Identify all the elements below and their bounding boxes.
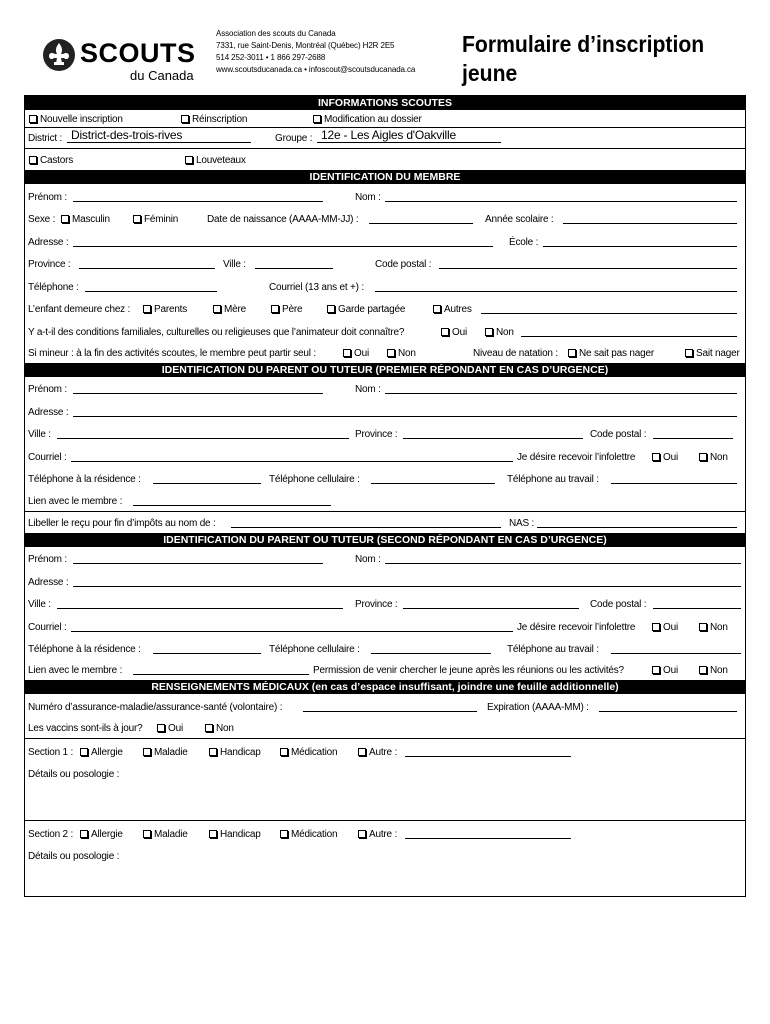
p1-tel-res-field[interactable] bbox=[153, 483, 261, 484]
label-handicap: Handicap bbox=[220, 746, 261, 758]
membre-courriel-label: Courriel (13 ans et +) : bbox=[269, 281, 364, 293]
membre-ville-label: Ville : bbox=[223, 259, 246, 270]
checkbox-masculin[interactable] bbox=[61, 214, 110, 225]
membre-prenom-label: Prénom : bbox=[28, 191, 67, 203]
checkbox-ne-sait-pas-nager[interactable] bbox=[568, 348, 654, 359]
label-sait: Sait nager bbox=[696, 347, 740, 359]
label-modification: Modification au dossier bbox=[324, 114, 422, 125]
label-non: Non bbox=[398, 347, 416, 359]
sexe-label: Sexe : bbox=[28, 214, 56, 225]
district-value: District-des-trois-rives bbox=[71, 128, 183, 142]
label-oui: Oui bbox=[354, 347, 369, 359]
p1-adresse-field[interactable] bbox=[73, 416, 737, 417]
checkbox-p2-infolettre-oui[interactable] bbox=[652, 622, 678, 633]
scouts-logo bbox=[40, 36, 200, 92]
label-pere: Père bbox=[282, 304, 303, 315]
district-label: District : bbox=[28, 133, 63, 144]
p1-lien-label: Lien avec le membre : bbox=[28, 495, 123, 507]
label-non: Non bbox=[216, 723, 234, 734]
membre-nom-label: Nom : bbox=[355, 191, 381, 203]
section-title-parent-premier: IDENTIFICATION DU PARENT OU TUTEUR (PREMIER RÉPONDANT EN CAS D’URGENCE) bbox=[25, 363, 745, 377]
label-non: Non bbox=[710, 621, 728, 633]
membre-telephone-label: Téléphone : bbox=[28, 281, 79, 293]
s1-details-label: Détails ou posologie : bbox=[28, 769, 120, 780]
p1-province-label: Province : bbox=[355, 429, 398, 440]
label-reinscription: Réinscription bbox=[192, 114, 248, 125]
label-non: Non bbox=[496, 326, 514, 338]
label-autres: Autres bbox=[444, 304, 472, 315]
ecole-field[interactable] bbox=[543, 246, 737, 247]
nas-field[interactable] bbox=[537, 527, 737, 528]
mineur-label: Si mineur : à la fin des activités scoutes, le membre peut partir seul : bbox=[28, 347, 316, 359]
label-autre: Autre : bbox=[369, 746, 398, 758]
checkbox-vaccins-oui[interactable] bbox=[157, 723, 183, 734]
form-title-line1: Formulaire d’inscription bbox=[462, 31, 705, 57]
recu-label: Libeller le reçu pour fin d’impôts au nom de : bbox=[28, 517, 216, 529]
p1-infolettre-label: Je désire recevoir l’infolettre bbox=[517, 451, 636, 463]
form-body bbox=[24, 95, 746, 897]
p1-tel-res-label: Téléphone à la résidence : bbox=[28, 474, 141, 485]
p1-tel-trav-label: Téléphone au travail : bbox=[507, 474, 599, 485]
label-oui: Oui bbox=[168, 723, 183, 734]
p2-nom-field[interactable] bbox=[385, 563, 741, 564]
p2-tel-cell-label: Téléphone cellulaire : bbox=[269, 644, 360, 655]
section-title-renseignements-medicaux: RENSEIGNEMENTS MÉDICAUX (en cas d’espace insuffisant, joindre une feuille additionnelle) bbox=[25, 680, 745, 694]
checkbox-reinscription[interactable] bbox=[181, 114, 247, 125]
p2-courriel-field[interactable] bbox=[71, 631, 513, 632]
p1-tel-trav-field[interactable] bbox=[611, 483, 737, 484]
label-castors: Castors bbox=[40, 155, 74, 166]
association-info bbox=[216, 28, 415, 76]
groupe-value: 12e - Les Aigles d'Oakville bbox=[321, 128, 456, 142]
label-maladie: Maladie bbox=[154, 746, 188, 758]
p1-nom-field[interactable] bbox=[385, 393, 737, 394]
s1-details-area[interactable] bbox=[25, 784, 745, 821]
association-name: Association des scouts du Canada bbox=[216, 29, 336, 38]
checkbox-louveteaux[interactable] bbox=[185, 155, 246, 166]
label-medication: Médication bbox=[291, 746, 338, 758]
section-title-parent-second: IDENTIFICATION DU PARENT OU TUTEUR (SECOND RÉPONDANT EN CAS D’URGENCE) bbox=[25, 533, 745, 547]
p2-tel-trav-label: Téléphone au travail : bbox=[507, 644, 599, 655]
checkbox-s2-allergie[interactable] bbox=[80, 829, 123, 840]
checkbox-s1-handicap[interactable] bbox=[209, 747, 261, 758]
membre-ville-field[interactable] bbox=[255, 268, 333, 269]
section2-label: Section 2 : bbox=[28, 828, 74, 840]
vaccins-label: Les vaccins sont-ils à jour? bbox=[28, 723, 143, 734]
p1-courriel-label: Courriel : bbox=[28, 451, 67, 463]
p2-adresse-label: Adresse : bbox=[28, 576, 69, 588]
p1-ville-field[interactable] bbox=[57, 438, 349, 439]
label-oui: Oui bbox=[663, 621, 678, 633]
checkbox-p1-infolettre-oui[interactable] bbox=[652, 452, 678, 463]
fleur-de-lis-icon bbox=[42, 38, 76, 72]
label-autre: Autre : bbox=[369, 828, 398, 840]
label-oui: Oui bbox=[663, 665, 678, 676]
checkbox-autres[interactable] bbox=[433, 304, 472, 315]
checkbox-parents[interactable] bbox=[143, 304, 187, 315]
label-mere: Mère bbox=[224, 304, 246, 315]
label-parents: Parents bbox=[154, 304, 188, 315]
conditions-label: Y a-t-il des conditions familiales, culturelles ou religieuses que l’animateur doit connaître? bbox=[28, 326, 405, 338]
recu-field[interactable] bbox=[231, 527, 501, 528]
p2-tel-trav-field[interactable] bbox=[611, 653, 741, 654]
membre-province-label: Province : bbox=[28, 259, 71, 270]
membre-telephone-field[interactable] bbox=[85, 291, 217, 292]
membre-nom-field[interactable] bbox=[385, 201, 737, 202]
p2-tel-cell-field[interactable] bbox=[371, 653, 491, 654]
checkbox-vaccins-non[interactable] bbox=[205, 723, 234, 734]
p1-code-postal-field[interactable] bbox=[653, 438, 733, 439]
membre-adresse-field[interactable] bbox=[73, 246, 493, 247]
section1-label: Section 1 : bbox=[28, 746, 74, 758]
checkbox-p1-infolettre-non[interactable] bbox=[699, 452, 728, 463]
p2-province-field[interactable] bbox=[403, 608, 579, 609]
assurance-field[interactable] bbox=[303, 711, 477, 712]
membre-courriel-field[interactable] bbox=[375, 291, 737, 292]
p2-prenom-label: Prénom : bbox=[28, 554, 67, 565]
label-maladie: Maladie bbox=[154, 828, 188, 840]
checkbox-s2-autre[interactable] bbox=[358, 829, 397, 840]
label-ne-sait: Ne sait pas nager bbox=[579, 347, 654, 359]
checkbox-sait-nager[interactable] bbox=[685, 348, 740, 359]
district-field[interactable] bbox=[67, 142, 251, 143]
s2-details-area[interactable] bbox=[25, 866, 745, 896]
expiration-field[interactable] bbox=[599, 711, 737, 712]
checkbox-s1-maladie[interactable] bbox=[143, 747, 188, 758]
label-non: Non bbox=[710, 665, 728, 676]
checkbox-mere[interactable] bbox=[213, 304, 246, 315]
membre-code-postal-field[interactable] bbox=[439, 268, 737, 269]
annee-field[interactable] bbox=[563, 223, 737, 224]
membre-adresse-label: Adresse : bbox=[28, 236, 69, 248]
label-non: Non bbox=[710, 451, 728, 463]
nas-label: NAS : bbox=[509, 517, 535, 529]
p2-tel-res-label: Téléphone à la résidence : bbox=[28, 644, 141, 655]
association-phone: 514 252-3011 • 1 866 297-2688 bbox=[216, 53, 326, 62]
checkbox-conditions-oui[interactable] bbox=[441, 327, 467, 338]
expiration-label: Expiration (AAAA-MM) : bbox=[487, 701, 589, 713]
p1-adresse-label: Adresse : bbox=[28, 406, 69, 418]
checkbox-garde-partagee[interactable] bbox=[327, 304, 405, 315]
p1-courriel-field[interactable] bbox=[71, 461, 513, 462]
checkbox-nouvelle-inscription[interactable] bbox=[29, 114, 123, 125]
section-title-identification-membre: IDENTIFICATION DU MEMBRE bbox=[25, 170, 745, 184]
p2-code-postal-label: Code postal : bbox=[590, 599, 647, 610]
p2-lien-label: Lien avec le membre : bbox=[28, 665, 123, 676]
checkbox-permission-oui[interactable] bbox=[652, 665, 678, 676]
association-address: 7331, rue Saint-Denis, Montréal (Québec) H2R 2E5 bbox=[216, 41, 395, 50]
p1-prenom-label: Prénom : bbox=[28, 384, 67, 395]
checkbox-mineur-non[interactable] bbox=[387, 348, 416, 359]
annee-label: Année scolaire : bbox=[485, 214, 554, 225]
checkbox-feminin[interactable] bbox=[133, 214, 178, 225]
checkbox-mineur-oui[interactable] bbox=[343, 348, 369, 359]
label-allergie: Allergie bbox=[91, 828, 123, 840]
p1-code-postal-label: Code postal : bbox=[590, 429, 647, 440]
checkbox-conditions-non[interactable] bbox=[485, 327, 514, 338]
label-nouvelle: Nouvelle inscription bbox=[40, 114, 123, 125]
label-feminin: Féminin bbox=[144, 214, 179, 225]
s2-autre-field[interactable] bbox=[405, 838, 571, 839]
p2-lien-field[interactable] bbox=[133, 674, 309, 675]
label-garde: Garde partagée bbox=[338, 304, 406, 315]
p2-prenom-field[interactable] bbox=[73, 563, 323, 564]
checkbox-s1-allergie[interactable] bbox=[80, 747, 123, 758]
label-louveteaux: Louveteaux bbox=[196, 155, 246, 166]
demeure-label: L’enfant demeure chez : bbox=[28, 304, 131, 315]
p1-ville-label: Ville : bbox=[28, 429, 51, 440]
dob-label: Date de naissance (AAAA-MM-JJ) : bbox=[207, 214, 359, 225]
p2-ville-field[interactable] bbox=[57, 608, 343, 609]
p2-ville-label: Ville : bbox=[28, 599, 51, 610]
p2-code-postal-field[interactable] bbox=[653, 608, 741, 609]
membre-province-field[interactable] bbox=[79, 268, 215, 269]
p1-tel-cell-field[interactable] bbox=[371, 483, 495, 484]
p1-lien-field[interactable] bbox=[133, 505, 331, 506]
label-oui: Oui bbox=[663, 451, 678, 463]
p2-nom-label: Nom : bbox=[355, 554, 381, 565]
checkbox-s1-autre[interactable] bbox=[358, 747, 397, 758]
checkbox-s2-maladie[interactable] bbox=[143, 829, 188, 840]
checkbox-modification[interactable] bbox=[313, 114, 422, 125]
p2-province-label: Province : bbox=[355, 599, 398, 610]
membre-prenom-field[interactable] bbox=[73, 201, 323, 202]
p2-infolettre-label: Je désire recevoir l’infolettre bbox=[517, 621, 636, 633]
checkbox-s1-medication[interactable] bbox=[280, 747, 337, 758]
checkbox-castors[interactable] bbox=[29, 155, 73, 166]
autres-field[interactable] bbox=[481, 313, 737, 314]
ecole-label: École : bbox=[509, 236, 539, 248]
association-web: www.scoutsducanada.ca • infoscout@scoutsducanada.ca bbox=[216, 65, 416, 74]
form-title bbox=[462, 30, 704, 88]
assurance-label: Numéro d’assurance-maladie/assurance-santé (volontaire) : bbox=[28, 701, 283, 713]
s1-autre-field[interactable] bbox=[405, 756, 571, 757]
checkbox-pere[interactable] bbox=[271, 304, 302, 315]
dob-field[interactable] bbox=[369, 223, 473, 224]
checkbox-permission-non[interactable] bbox=[699, 665, 728, 676]
p1-nom-label: Nom : bbox=[355, 384, 381, 395]
form-header bbox=[24, 26, 746, 94]
p2-courriel-label: Courriel : bbox=[28, 621, 67, 633]
p1-prenom-field[interactable] bbox=[73, 393, 323, 394]
p1-province-field[interactable] bbox=[403, 438, 583, 439]
s2-details-label: Détails ou posologie : bbox=[28, 851, 120, 862]
membre-code-postal-label: Code postal : bbox=[375, 259, 432, 270]
logo-subtitle: du Canada bbox=[130, 68, 194, 83]
form-title-line2: jeune bbox=[462, 60, 518, 86]
label-handicap: Handicap bbox=[220, 828, 261, 840]
p2-tel-res-field[interactable] bbox=[153, 653, 261, 654]
checkbox-s2-medication[interactable] bbox=[280, 829, 337, 840]
p2-adresse-field[interactable] bbox=[73, 586, 741, 587]
p1-tel-cell-label: Téléphone cellulaire : bbox=[269, 474, 360, 485]
checkbox-p2-infolettre-non[interactable] bbox=[699, 622, 728, 633]
logo-wordmark: SCOUTS bbox=[80, 38, 196, 68]
checkbox-s2-handicap[interactable] bbox=[209, 829, 261, 840]
permission-label: Permission de venir chercher le jeune après les réunions ou les activités? bbox=[313, 665, 624, 676]
groupe-field[interactable] bbox=[317, 142, 501, 143]
label-oui: Oui bbox=[452, 326, 467, 338]
section-title-informations-scoutes: INFORMATIONS SCOUTES bbox=[25, 96, 745, 110]
conditions-field[interactable] bbox=[521, 336, 737, 337]
label-allergie: Allergie bbox=[91, 746, 123, 758]
label-masculin: Masculin bbox=[72, 214, 110, 225]
label-medication: Médication bbox=[291, 828, 338, 840]
natation-label: Niveau de natation : bbox=[473, 347, 558, 359]
groupe-label: Groupe : bbox=[275, 133, 313, 144]
